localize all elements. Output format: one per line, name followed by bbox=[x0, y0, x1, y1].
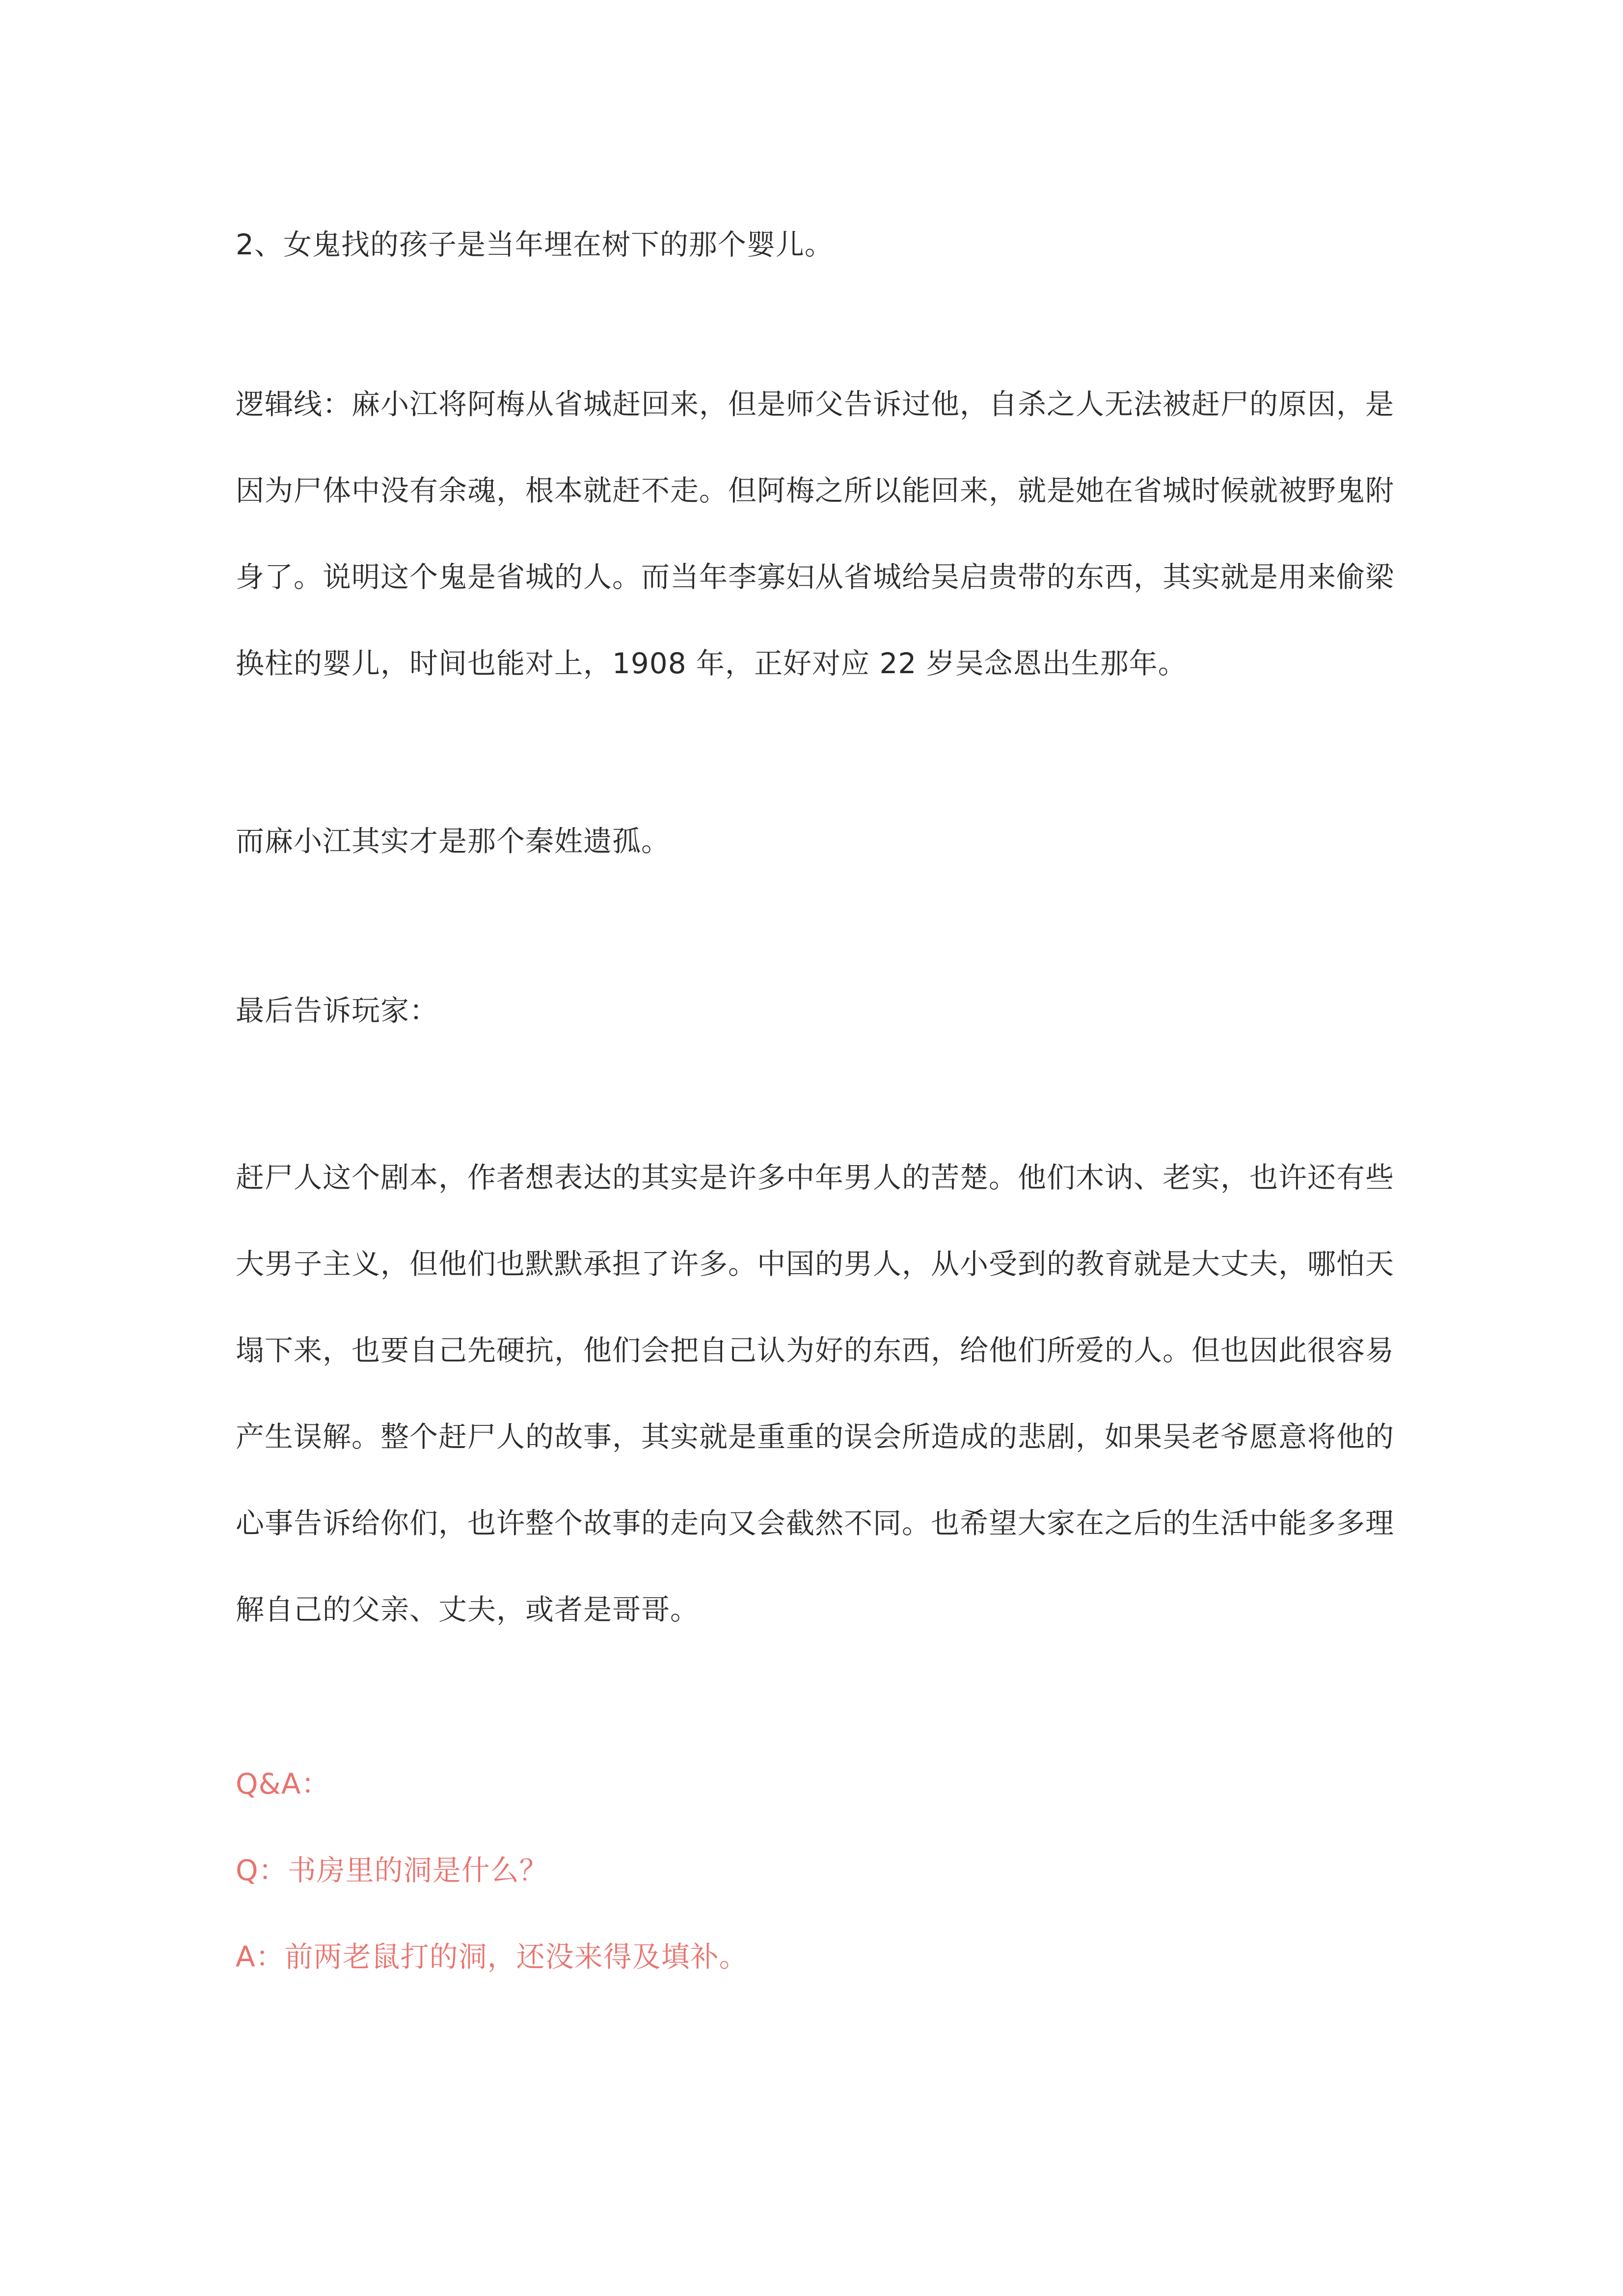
logic-paragraph bbox=[236, 361, 1404, 707]
logic-line-2: 因为尸体中没有余魂，根本就赶不走。但阿梅之所以能回来，就是她在省城时候就被野鬼附 bbox=[236, 474, 1395, 507]
point-2-text: 2、女鬼找的孩子是当年埋在树下的那个婴儿。 bbox=[236, 228, 834, 261]
final-heading: 最后告诉玩家： bbox=[236, 994, 439, 1027]
logic-line-3: 身了。说明这个鬼是省城的人。而当年李寡妇从省城给吴启贵带的东西，其实就是用来偷梁 bbox=[236, 560, 1395, 594]
final-line-1: 赶尸人这个剧本，作者想表达的其实是许多中年男人的苦楚。他们木讷、老实，也许还有些 bbox=[236, 1161, 1395, 1194]
orphan-note: 而麻小江其实才是那个秦姓遗孤。 bbox=[236, 824, 671, 858]
final-line-5: 心事告诉给你们，也许整个故事的走向又会截然不同。也希望大家在之后的生活中能多多理 bbox=[236, 1506, 1395, 1540]
qa-question: Q：书房里的洞是什么？ bbox=[236, 1854, 548, 1887]
qa-section bbox=[236, 1741, 1404, 2000]
final-heading-paragraph bbox=[236, 967, 1404, 1054]
final-line-2: 大男子主义，但他们也默默承担了许多。中国的男人，从小受到的教育就是大丈夫，哪怕天 bbox=[236, 1247, 1395, 1281]
final-line-6: 解自己的父亲、丈夫，或者是哥哥。 bbox=[236, 1593, 700, 1626]
logic-line-1: 逻辑线：麻小江将阿梅从省城赶回来，但是师父告诉过他，自杀之人无法被赶尸的原因，是 bbox=[236, 387, 1395, 421]
orphan-paragraph bbox=[236, 798, 1404, 884]
point-2-paragraph bbox=[236, 201, 1404, 288]
qa-answer: A：前两老鼠打的洞，还没来得及填补。 bbox=[236, 1940, 748, 1973]
qa-heading: Q&A： bbox=[236, 1767, 330, 1801]
final-line-3: 塌下来，也要自己先硬抗，他们会把自己认为好的东西，给他们所爱的人。但也因此很容易 bbox=[236, 1334, 1395, 1367]
final-line-4: 产生误解。整个赶尸人的故事，其实就是重重的误会所造成的悲剧，如果吴老爷愿意将他的 bbox=[236, 1420, 1395, 1453]
logic-line-4: 换柱的婴儿，时间也能对上，1908 年，正好对应 22 岁吴念恩出生那年。 bbox=[236, 647, 1187, 680]
final-message-paragraph bbox=[236, 1134, 1404, 1653]
